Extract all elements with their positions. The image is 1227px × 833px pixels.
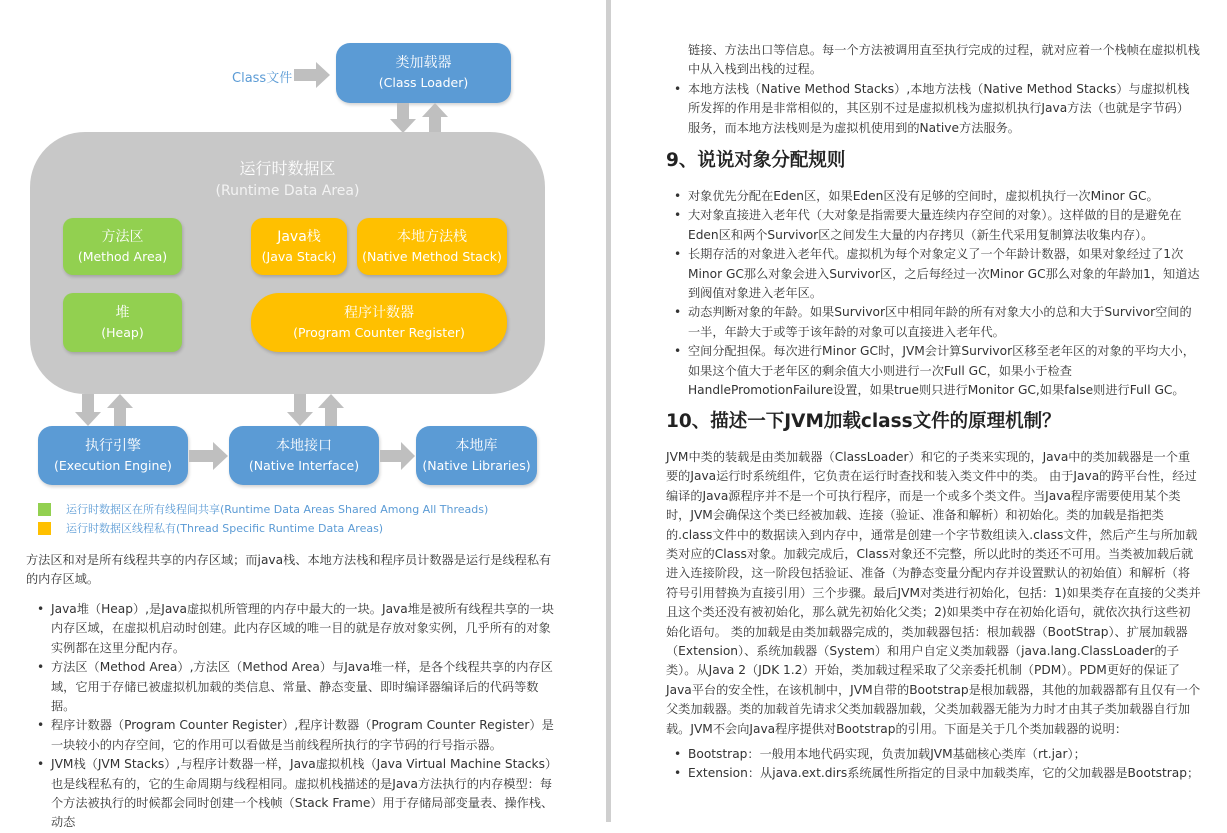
legend-shared-label: 运行时数据区在所有线程间共享(Runtime Data Areas Shared Among All Threads) bbox=[66, 503, 489, 516]
native-libraries-en: (Native Libraries) bbox=[422, 457, 531, 473]
program-counter-zh: 程序计数器 bbox=[344, 304, 414, 321]
native-interface-box bbox=[229, 426, 379, 485]
list-item: • 对象优先分配在Eden区，如果Eden区没有足够的空间时，虚拟机执行一次Minor GC。 bbox=[671, 187, 1202, 206]
java-stack-zh: Java栈 bbox=[277, 228, 321, 245]
allocation-rules-list bbox=[671, 187, 1202, 400]
runtime-data-area-title bbox=[30, 158, 545, 202]
native-stack-list bbox=[671, 80, 1200, 138]
program-counter-box bbox=[251, 293, 507, 352]
heap-zh: 堆 bbox=[115, 304, 130, 321]
execution-engine-zh: 执行引擎 bbox=[85, 437, 141, 454]
green-swatch-icon bbox=[38, 503, 51, 516]
arrow-right-icon bbox=[294, 62, 332, 88]
native-interface-zh: 本地接口 bbox=[276, 437, 332, 454]
list-item: • 长期存活的对象进入老年代。虚拟机为每个对象定义了一个年龄计数器，如果对象经过了1次Minor GC那么对象会进入Survivor区，之后每经过一次Minor GC那么对象的年龄加1，知道达到阀值对象进入老年区。 bbox=[671, 245, 1202, 303]
list-item: • 本地方法栈（Native Method Stacks）,本地方法栈（Native Method Stacks）与虚拟机栈所发挥的作用是非常相似的，其区别不过是虚拟机栈为虚拟机执行Java方法（也就是字节码）服务，而本地方法栈则是为虚拟机使用到的Native方法服务。 bbox=[671, 80, 1200, 138]
arrow-down-icon bbox=[390, 103, 416, 133]
legend-thread-private bbox=[38, 520, 383, 536]
list-item: • Java堆（Heap）,是Java虚拟机所管理的内存中最大的一块。Java堆是被所有线程共享的一块内存区域，在虚拟机启动时创建。此内存区域的唯一目的就是存放对象实例，几乎所有的对象实例都在这里分配内存。 bbox=[34, 600, 554, 658]
native-method-stack-zh: 本地方法栈 bbox=[397, 228, 467, 245]
class-file-label: Class文件 bbox=[232, 71, 293, 86]
method-area-zh: 方法区 bbox=[101, 228, 144, 245]
memory-area-list bbox=[34, 600, 554, 833]
jvm-architecture-diagram bbox=[0, 0, 606, 545]
heap-en: (Heap) bbox=[101, 324, 144, 340]
arrow-right-icon bbox=[189, 442, 229, 470]
runtime-title-zh: 运行时数据区 bbox=[239, 159, 336, 178]
class-loader-box bbox=[336, 43, 511, 103]
method-area-en: (Method Area) bbox=[77, 248, 168, 264]
list-item: • 程序计数器（Program Counter Register）,程序计数器（Program Counter Register）是一块较小的内存空间，它的作用可以看做是当前线程所执行的字节码的行号指示器。 bbox=[34, 716, 554, 755]
arrow-down-icon bbox=[287, 394, 313, 426]
right-page bbox=[611, 0, 1227, 822]
yellow-swatch-icon bbox=[38, 522, 51, 535]
native-method-stack-en: (Native Method Stack) bbox=[362, 248, 502, 264]
java-stack-en: (Java Stack) bbox=[261, 248, 337, 264]
class-loader-list bbox=[671, 745, 1202, 784]
legend-private-label: 运行时数据区线程私有(Thread Specific Runtime Data Areas) bbox=[66, 522, 384, 535]
method-area-box bbox=[63, 218, 182, 275]
arrow-up-icon bbox=[422, 103, 448, 133]
native-libraries-zh: 本地库 bbox=[455, 437, 498, 454]
class-loading-paragraph: JVM中类的装载是由类加载器（ClassLoader）和它的子类来实现的，Java中的类加载器是一个重要的Java运行时系统组件，它负责在运行时查找和装入类文件中的类。 由于Java的跨平台性，经过编译的Java源程序并不是一个可执行程序，而是一个或多个类文件。当Java程序需要使用某个类时，JVM会确保这个类已经被加载、连接（验证、准备和解析）和初始化。类的加载是指把类的.class文件中的数据读入到内存中，通常是创建一个字节数组读入.class文件，然后产生与所加载类对应的Class对象。加载完成后，Class对象还不完整，所以此时的类还不可用。当类被加载后就进入连接阶段，这一阶段包括验证、准备（为静态变量分配内存并设置默认的初始值）和解析（将符号引用替换为直接引用）三个步骤。最后JVM对类进行初始化，包括：1)如果类存在直接的父类并且这个类还没有被初始化，那么就先初始化父类；2)如果类中存在初始化语句，就依次执行这些初始化语句。 类的加载是由类加载器完成的，类加载器包括：根加载器（BootStrap）、扩展加载器（Extension）、系统加载器（System）和用户自定义类加载器（java.lang.ClassLoader的子类）。从Java 2（JDK 1.2）开始，类加载过程采取了父亲委托机制（PDM）。PDM更好的保证了Java平台的安全性，在该机制中，JVM自带的Bootstrap是根加载器，其他的加载器都有且仅有一个父类加载器。类的加载首先请求父类加载器加载，父类加载器无能为力时才由其子类加载器自行加载。JVM不会向Java程序提供对Bootstrap的引用。下面是关于几个类加载器的说明： bbox=[666, 450, 1201, 736]
class-loader-zh: 类加载器 bbox=[395, 55, 452, 71]
list-item: • Bootstrap：一般用本地代码实现，负责加载JVM基础核心类库（rt.jar）； bbox=[671, 745, 1202, 764]
section-10-title: 10、描述一下JVM加载class文件的原理机制？ bbox=[666, 411, 1061, 432]
arrow-up-icon bbox=[107, 394, 133, 426]
list-item: • 大对象直接进入老年代（大对象是指需要大量连续内存空间的对象）。这样做的目的是避免在Eden区和两个Survivor区之间发生大量的内存拷贝（新生代采用复制算法收集内存）。 bbox=[671, 206, 1202, 245]
arrow-up-icon bbox=[318, 394, 344, 426]
section-9-title: 9、说说对象分配规则 bbox=[666, 150, 846, 171]
arrow-right-icon bbox=[380, 442, 416, 470]
native-interface-en: (Native Interface) bbox=[248, 457, 360, 473]
execution-engine-en: (Execution Engine) bbox=[54, 457, 172, 473]
program-counter-en: (Program Counter Register) bbox=[293, 324, 465, 340]
list-item: • 方法区（Method Area）,方法区（Method Area）与Java堆一样，是各个线程共享的内存区域，它用于存储已被虚拟机加载的类信息、常量、静态变量、即时编译器编译后的代码等数据。 bbox=[34, 658, 554, 716]
list-item: • JVM栈（JVM Stacks）,与程序计数器一样，Java虚拟机栈（Java Virtual Machine Stacks）也是线程私有的，它的生命周期与线程相同。虚拟机栈描述的是Java方法执行的内存模型：每个方法被执行的时候都会同时创建一个栈帧（Stack Frame）用于存储局部变量表、操作栈、动态 bbox=[34, 755, 554, 833]
legend-shared bbox=[38, 501, 488, 517]
list-item: • 动态判断对象的年龄。如果Survivor区中相同年龄的所有对象大小的总和大于Survivor空间的一半，年龄大于或等于该年龄的对象可以直接进入老年代。 bbox=[671, 303, 1202, 342]
native-method-stack-box bbox=[357, 218, 507, 275]
java-stack-box bbox=[251, 218, 347, 275]
intro-paragraph: 方法区和对是所有线程共享的内存区域；而java栈、本地方法栈和程序员计数器是运行是线程私有的内存区域。 bbox=[26, 553, 552, 587]
execution-engine-box bbox=[38, 426, 188, 485]
heap-box bbox=[63, 293, 182, 352]
native-libraries-box bbox=[416, 426, 537, 485]
class-loader-en: (Class Loader) bbox=[378, 75, 469, 90]
continued-paragraph: 链接、方法出口等信息。每一个方法被调用直至执行完成的过程，就对应着一个栈帧在虚拟机栈中从入栈到出栈的过程。 bbox=[688, 43, 1200, 77]
list-item: • 空间分配担保。每次进行Minor GC时，JVM会计算Survivor区移至老年区的对象的平均大小，如果这个值大于老年区的剩余值大小则进行一次Full GC，如果小于检查HandlePromotionFailure设置，如果true则只进行Monitor GC,如果false则进行Full GC。 bbox=[671, 342, 1202, 400]
left-page bbox=[0, 0, 606, 830]
runtime-title-en: (Runtime Data Area) bbox=[215, 183, 360, 199]
list-item: • Extension：从java.ext.dirs系统属性所指定的目录中加载类库，它的父加载器是Bootstrap； bbox=[671, 764, 1202, 783]
arrow-down-icon bbox=[75, 394, 101, 426]
